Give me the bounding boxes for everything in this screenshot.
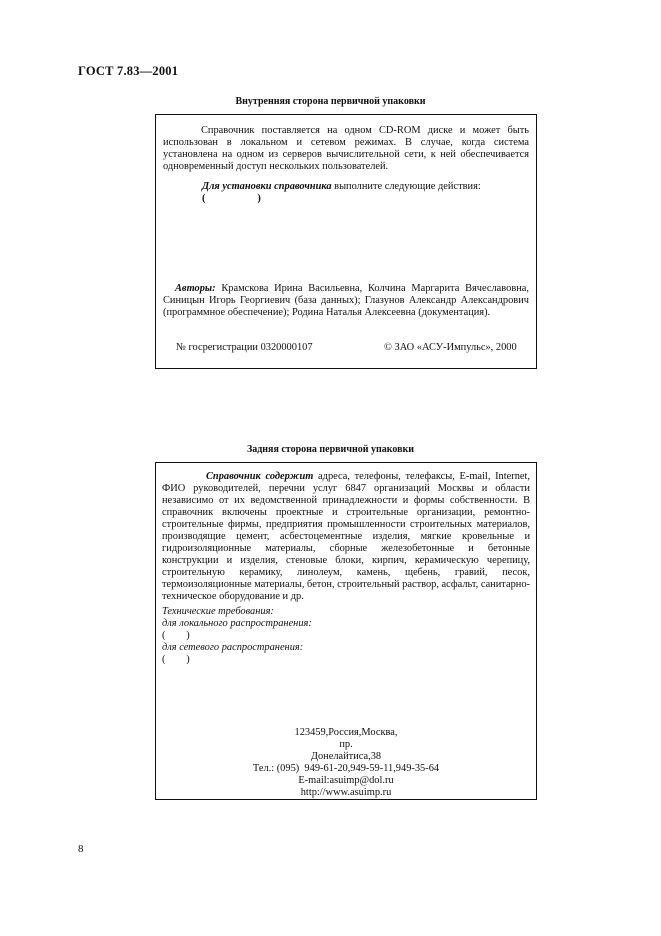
back-side-title: Задняя сторона первичной упаковки xyxy=(246,444,415,455)
registration-number: № госрегистрации 0320000107 xyxy=(176,342,313,353)
company-address-block xyxy=(156,727,536,799)
address-line: Донелайтиса,38 xyxy=(310,751,382,762)
authors-label: Авторы: xyxy=(175,283,216,294)
inner-intro-text: Справочник поставляется на одном CD-ROM диске и может быть использован в локальном и сетевом режимах. В случае, когда система установлена на одном из серверов вычислительной сети, к ней обеспечивается одновременный доступ нескольких пользователей. xyxy=(163,125,529,172)
document-header: ГОСТ 7.83—2001 xyxy=(78,64,179,78)
email-line: E-mail:asuimp@dol.ru xyxy=(298,775,394,786)
tech-requirements-title: Технические требования: xyxy=(162,606,274,617)
install-label: Для установки справочника xyxy=(202,181,332,192)
install-instruction xyxy=(202,181,481,193)
install-text: выполните следующие действия: xyxy=(331,181,481,192)
authors-paragraph xyxy=(163,283,529,319)
local-distribution-placeholder: ( ) xyxy=(162,630,190,641)
inner-side-title: Внутренняя сторона первичной упаковки xyxy=(235,96,426,107)
back-side-box xyxy=(155,462,537,800)
page-number: 8 xyxy=(78,843,84,855)
network-distribution-placeholder: ( ) xyxy=(162,654,190,665)
network-distribution-label: для сетевого распространения: xyxy=(162,642,304,653)
copyright-notice: © ЗАО «АСУ-Импульс», 2000 xyxy=(384,342,517,353)
address-line: пр. xyxy=(339,739,353,750)
install-placeholder: ( ) xyxy=(202,193,261,204)
website-line: http://www.asuimp.ru xyxy=(300,787,392,798)
contains-label: Справочник содержит xyxy=(206,471,314,482)
address-line: 123459,Россия,Москва, xyxy=(294,727,398,738)
local-distribution-label: для локального распространения: xyxy=(162,618,312,629)
contents-paragraph xyxy=(162,471,530,603)
contains-text: адреса, телефоны, телефаксы, E-mail, Internet, ФИО руководителей, перечни услуг 6847 организаций Москвы и области независимо от их ведомственной принадлежности и формы собственности. В справочник включены проектные и строительные организации, ремонтно-строительные фирмы, предприятия промышленности строительных материалов, производящие цемент, асбестоцементные изделия, мягкие кровельные и гидроизоляционные материалы, сборные железобетонные и бетонные конструкции и изделия, стеновые блоки, кирпич, керамическую черепицу, строительную керамику, линолеум, камень, щебень, гравий, песок, термоизоляционные материалы, бетон, строительный раствор, асфальт, санитарно-техническое оборудование и др. xyxy=(162,471,531,602)
phone-line: Тел.: (095) 949-61-20,949-59-11,949-35-64 xyxy=(252,763,440,774)
inner-side-box xyxy=(155,114,537,369)
authors-text: Крамскова Ирина Васильевна, Колчина Маргарита Вячеславовна, Синицын Игорь Георгиевич (база данных); Глазунов Александр Александрович (программное обеспечение); Родина Наталья Алексеевна (документация). xyxy=(163,283,529,318)
